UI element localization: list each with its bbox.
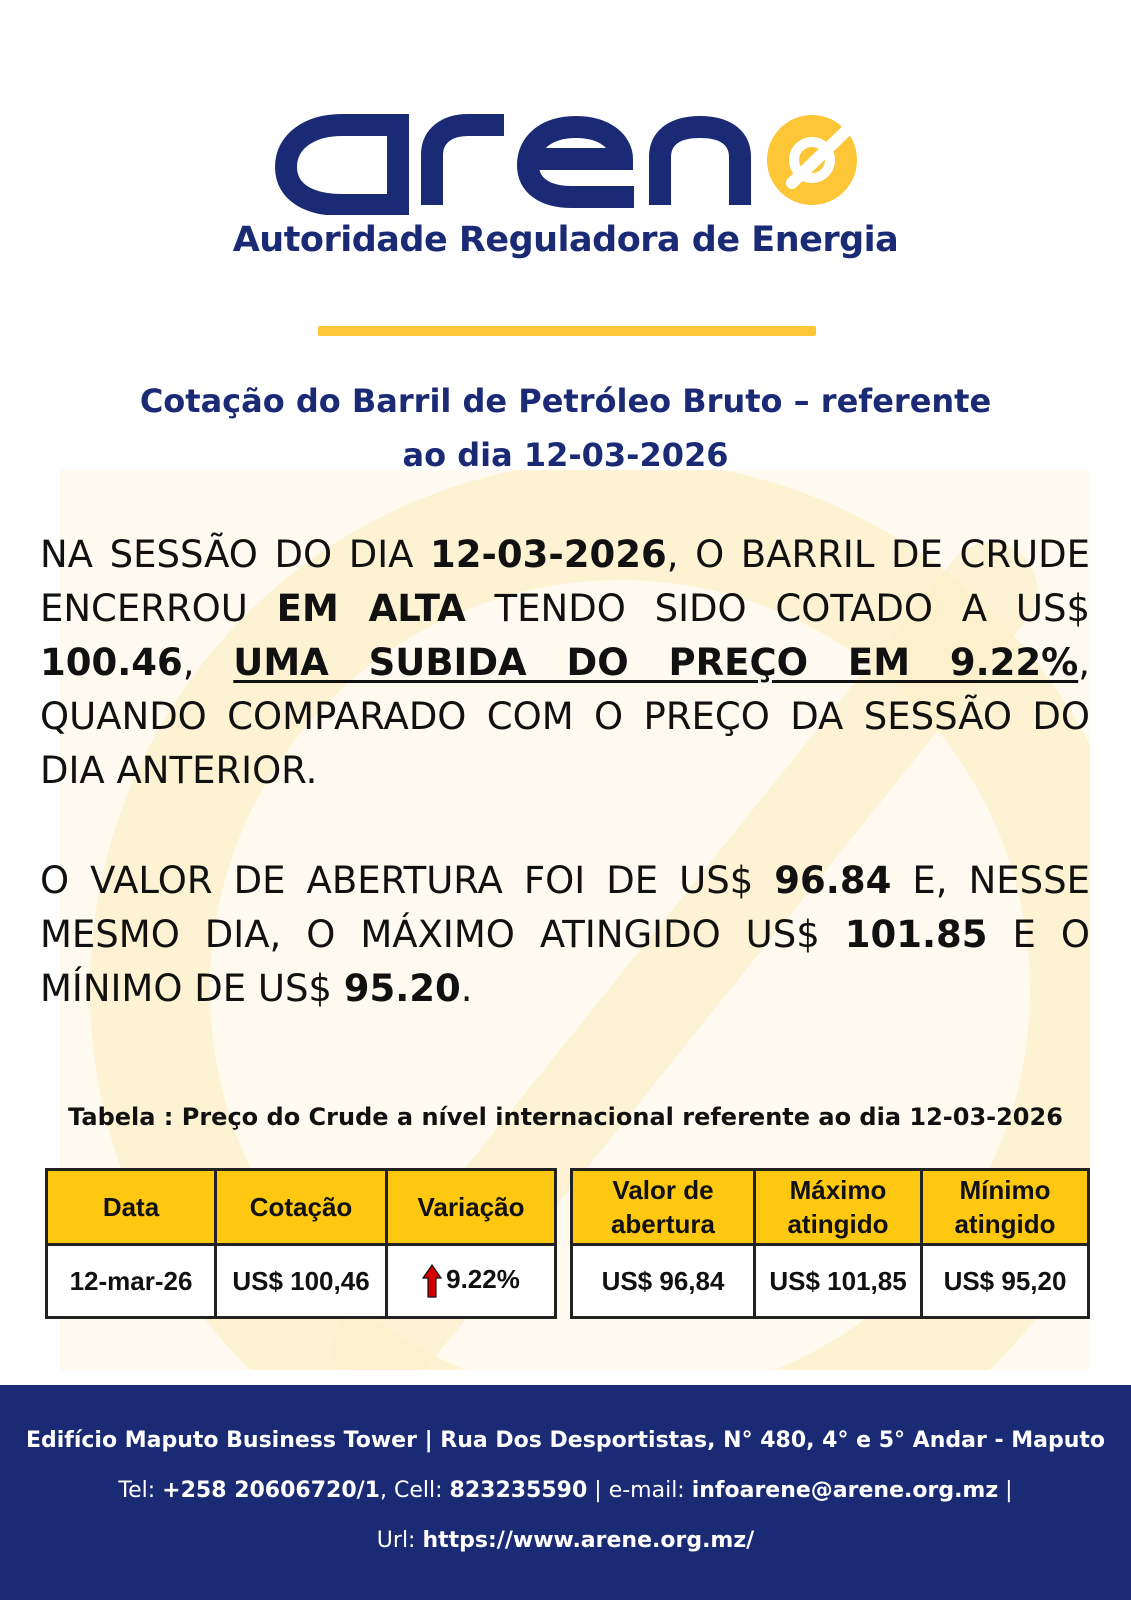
text: , (182, 641, 234, 684)
arene-wordmark (272, 105, 862, 215)
variation-cell (387, 1245, 556, 1318)
phone-number: +258 20606720/1 (162, 1478, 380, 1503)
header-line: Máximo (789, 1175, 887, 1205)
table-header-row (572, 1170, 1089, 1245)
website-link[interactable]: https://www.arene.org.mz/ (422, 1528, 755, 1553)
footer-contacts (0, 1478, 1131, 1503)
divider-rule (318, 326, 816, 336)
summary-paragraph (40, 528, 1090, 798)
open-price: 96.84 (774, 859, 892, 902)
column-header (755, 1170, 922, 1245)
date-cell: 12-mar-26 (47, 1245, 216, 1318)
quote-cell: US$ 100,46 (216, 1245, 387, 1318)
details-paragraph (40, 854, 1090, 1016)
footer (0, 1385, 1131, 1600)
page-title (40, 374, 1091, 482)
column-header: Variação (387, 1170, 556, 1245)
label: , Cell: (380, 1478, 450, 1503)
table-caption: Tabela : Preço do Crude a nível internacional referente ao dia 12-03-2026 (68, 1103, 1063, 1131)
text: . (460, 967, 473, 1010)
text: , QUANDO COMPARADO COM O PREÇO DA SESSÃO DO DIA ANTERIOR. (40, 641, 1090, 792)
column-header (922, 1170, 1089, 1245)
high-price: 101.85 (844, 913, 988, 956)
title-line-2: ao dia 12-03-2026 (402, 436, 729, 474)
title-line-1: Cotação do Barril de Petróleo Bruto – referente (139, 382, 992, 420)
price-change: UMA SUBIDA DO PREÇO EM 9.22% (233, 641, 1079, 684)
logo-subtitle: Autoridade Reguladora de Energia (232, 220, 899, 260)
footer-url (0, 1528, 1131, 1553)
price-table-left (45, 1168, 557, 1319)
table-row (47, 1245, 556, 1318)
cell-number: 823235590 (449, 1478, 588, 1503)
header-line: abertura (610, 1209, 716, 1239)
high-cell: US$ 101,85 (755, 1245, 922, 1318)
header-line: atingido (954, 1209, 1056, 1239)
open-cell: US$ 96,84 (572, 1245, 755, 1318)
table-row (572, 1245, 1089, 1318)
low-price: 95.20 (343, 967, 461, 1010)
email-link[interactable]: infoarene@arene.org.mz (691, 1478, 999, 1503)
text: E O MÍNIMO DE US$ (40, 913, 1090, 1010)
arene-logo (0, 95, 1131, 275)
arrow-up-icon (422, 1264, 442, 1298)
column-header: Data (47, 1170, 216, 1245)
text: TENDO SIDO COTADO A US$ (465, 587, 1090, 630)
session-date: 12-03-2026 (430, 533, 667, 576)
label: | e-mail: (587, 1478, 692, 1503)
label: Url: (376, 1528, 423, 1553)
low-cell: US$ 95,20 (922, 1245, 1089, 1318)
header-line: Mínimo (959, 1175, 1051, 1205)
header-line: Valor de (612, 1175, 714, 1205)
table-header-row (47, 1170, 556, 1245)
footer-address: Edifício Maputo Business Tower | Rua Dos Desportistas, N° 480, 4° e 5° Andar - Maputo (25, 1428, 1106, 1453)
text: O VALOR DE ABERTURA FOI DE US$ (40, 859, 775, 902)
text: , O BARRIL DE CRUDE ENCERROU (40, 533, 1090, 630)
trend-label: EM ALTA (276, 587, 466, 630)
label: Tel: (118, 1478, 163, 1503)
column-header (572, 1170, 755, 1245)
close-price: 100.46 (40, 641, 183, 684)
header-line: atingido (787, 1209, 889, 1239)
price-table-right (570, 1168, 1090, 1319)
variation-value: 9.22% (446, 1263, 520, 1294)
text: NA SESSÃO DO DIA (40, 533, 431, 576)
text: E, NESSE MESMO DIA, O MÁXIMO ATINGIDO US$ (40, 859, 1090, 956)
column-header: Cotação (216, 1170, 387, 1245)
label: | (998, 1478, 1013, 1503)
